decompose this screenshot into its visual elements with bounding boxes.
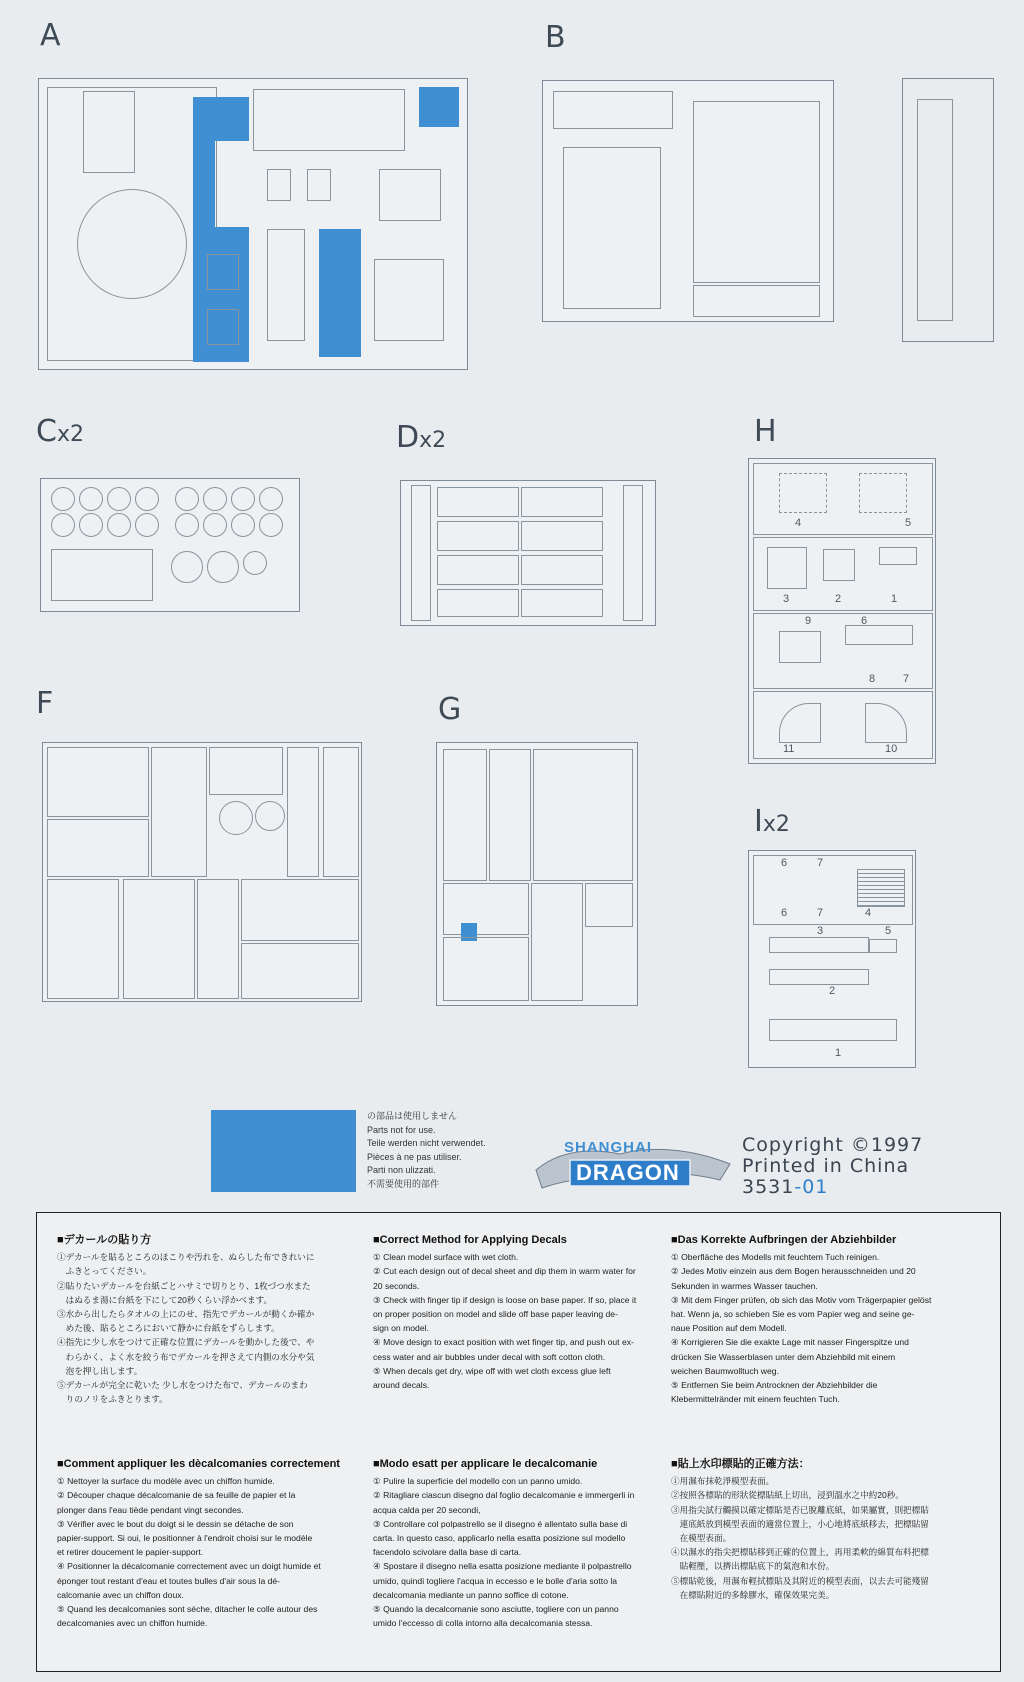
part-outline — [267, 229, 305, 341]
sprue-c-label: Cx2 — [36, 414, 84, 449]
sprue-h: 4 5 3 2 1 9 6 8 7 11 10 — [748, 458, 936, 764]
brand-top-text: SHANGHAI — [564, 1140, 653, 1156]
sprue-c — [40, 478, 300, 612]
sprue-a — [38, 78, 468, 370]
small-parts-row — [693, 285, 820, 317]
sprue-b-side-part — [902, 78, 994, 342]
sprue-i: 6 7 6 7 4 3 5 2 1 — [748, 850, 916, 1068]
sprue-f — [42, 742, 362, 1002]
part-outline — [207, 254, 239, 290]
sprue-g — [436, 742, 638, 1006]
instructions-german: ■Das Korrekte Aufbringen der Abziehbilder ① Oberfläche des Modells mit feuchtem Tuch reinigen. ② Jedes Motiv einzein aus dem Bogen herausschneiden und 20 Sekunden in warmes Wasser tauchen. ③ Mit dem Finger prüfen, ob sich das Motiv vom Trägerpapier gelöst hat. Wenn ja, so schieben Sie es vom Papier weg and seine ge- naue Position auf dem Modell. ④ Korrigieren Sie die exakte Lage mit nasser Fingerspitze und drücken Sie Wasserblasen unter dem Abziehbild mit einem weichen Baumwolltuch weg. ⑤ Entfernen Sie beim Antrocknen der Abziehbilder die Klebermittelränder mit einem feuchten Tuch. — [671, 1234, 932, 1405]
copyright-block — [742, 1135, 923, 1198]
sprue-b — [542, 80, 834, 322]
kit-code: 3531-01 — [742, 1176, 829, 1198]
part-outline — [374, 259, 444, 341]
sprue-a-label: A — [40, 18, 61, 53]
part-outline — [553, 91, 673, 129]
instructions-japanese: ■デカールの貼り方 ①デカールを貼るところのほこりや汚れを、ぬらした布できれいに ふきとってください。 ②貼りたいデカールを台紙ごとハサミで切りとり、1枚づつ水また はぬるま湯に台紙を下にして20秒くらい浮かべます。 ③水から出したらタオルの上にのせ、指先でデカールが動くか確か めた後、貼るところにおいて静かに台紙をずらします。 ④指先に少し水をつけて正確な位置にデカールを動かした後で、や わらかく、よく水を絞う布でデカールを押さえて内側の水分や気 泡を押し出します。 ⑤デカールが完全に乾いた 少し水をつけた布で、デカールのまわ りのノリをふきとります。 — [57, 1234, 315, 1405]
sprue-h-label: H — [754, 414, 777, 449]
dragon-logo — [530, 1140, 740, 1201]
unused-part-marker — [319, 229, 361, 357]
unused-part-marker — [193, 97, 215, 247]
copyright-line: Copyright ©1997 — [742, 1134, 924, 1156]
printed-line: Printed in China — [742, 1155, 910, 1177]
sprue-b-label: B — [545, 20, 566, 55]
instructions-italian: ■Modo esatt per applicare le decalcomanie ① Pulire la superficie del modello con un panno umido. ② Ritagliare ciascun disegno dal foglio decalcomanie e immergerli in acqua calda per 20 secondi, ③ Controllare col polpastrello se il disegno é allentato sulla base di carta. In questo caso, applicarlo nella esatta posizione sul modello facendolo scivolare dalla base di carta. ④ Spostare il disegno nella esatta posizione mediante il polpastrello umido, quindi togliere l'acqua in eccesso e le bolle d'aria sotto la decalcomania mediante un panno soffice di cotone. ⑤ Quando la decalcomanie sono asciutte, togliere con un panno umido l'eccesso di colla intorno alla decalcomania stessa. — [373, 1458, 635, 1629]
sprue-d-label: Dx2 — [396, 420, 447, 455]
sprue-i-label: Ix2 — [754, 804, 790, 839]
unused-part-marker — [419, 87, 459, 127]
hull-plate-part — [563, 147, 661, 309]
part-outline — [267, 169, 291, 201]
sprue-d — [400, 480, 656, 626]
part-outline — [253, 89, 405, 151]
instructions-chinese: ■貼上水印標貼的正確方法： ①用濕布抹乾淨模型表面。 ②按照各標貼的形狀從標貼紙上切出，浸到溫水之中約20秒。 ③用指尖試行觸摸以確定標貼是否已脫離底紙，如果屬實，則把標貼 連底紙放到模型表面的適當位置上，小心地將底紙移去，把標貼留 在模型表面。 ④以濕水的指尖把標貼移到正確的位置上，再用柔軟的綿質布料把標 貼輕壓，以擠出標貼底下的氣泡和水份。 ⑤標貼乾後，用濕布輕拭標貼及其附近的模型表面，以去去可能殘留 在標貼附近的多餘膠水，確保效果完美。 — [671, 1458, 929, 1600]
side-rail-part — [917, 99, 953, 321]
part-outline — [83, 91, 135, 173]
unused-parts-legend: の部品は使用しません Parts not for use. Teile werden nicht verwendet. Pièces à ne pas utiliser. Parti non ulizzati. 不需要使用的部件 — [367, 1111, 486, 1189]
part-outline — [307, 169, 331, 201]
part-outline — [207, 309, 239, 345]
dragon-logo-graphic — [530, 1140, 740, 1196]
decal-instructions-box — [36, 1212, 1001, 1672]
instructions-english: ■Correct Method for Applying Decals ① Clean model surface with wet cloth. ② Cut each design out of decal sheet and dip them in warm water for 20 seconds. ③ Check with finger tip if design is loose on base paper. If so, place it on proper position on model and slide off base paper leaving de- sign on model. ④ Move design to exact position with wet finger tip, and push out ex- cess water and air bubbles under decal with soft cotton cloth. ⑤ When decals get dry, wipe off with wet cloth excess glue left around decals. — [373, 1234, 637, 1391]
turret-ring-part — [77, 189, 187, 299]
part-outline — [379, 169, 441, 221]
hull-plate-part — [693, 101, 820, 283]
instructions-french: ■Comment appliquer les dècalcomanies correctement ① Nettoyer la surface du modèle avec un chiffon humide. ② Découper chaque décalcomanie de sa feuille de papier et la plonger dans l'eau tiède pendant vingt secondes. ③ Vérifier avec le bout du doigt si le dessin se détache de son papier-support. Si oui, le positionner à l'endroit choisi sur le modèle et retirer doucement le papier-support. ④ Positionner la décalcomanie correctement avec un doigt humide et éponger tout restant d'eau et toutes bulles d'air sous la dé- calcomanie avec un chiffon doux. ⑤ Quand les decalcomanies sont séche, ditacher le colle autour des decalcomanies avec un chiffon humide. — [57, 1458, 340, 1629]
sprue-f-label: F — [36, 686, 54, 721]
sprue-g-label: G — [438, 692, 462, 727]
unused-parts-swatch — [211, 1110, 356, 1192]
brand-main-text: DRAGON — [576, 1160, 680, 1185]
